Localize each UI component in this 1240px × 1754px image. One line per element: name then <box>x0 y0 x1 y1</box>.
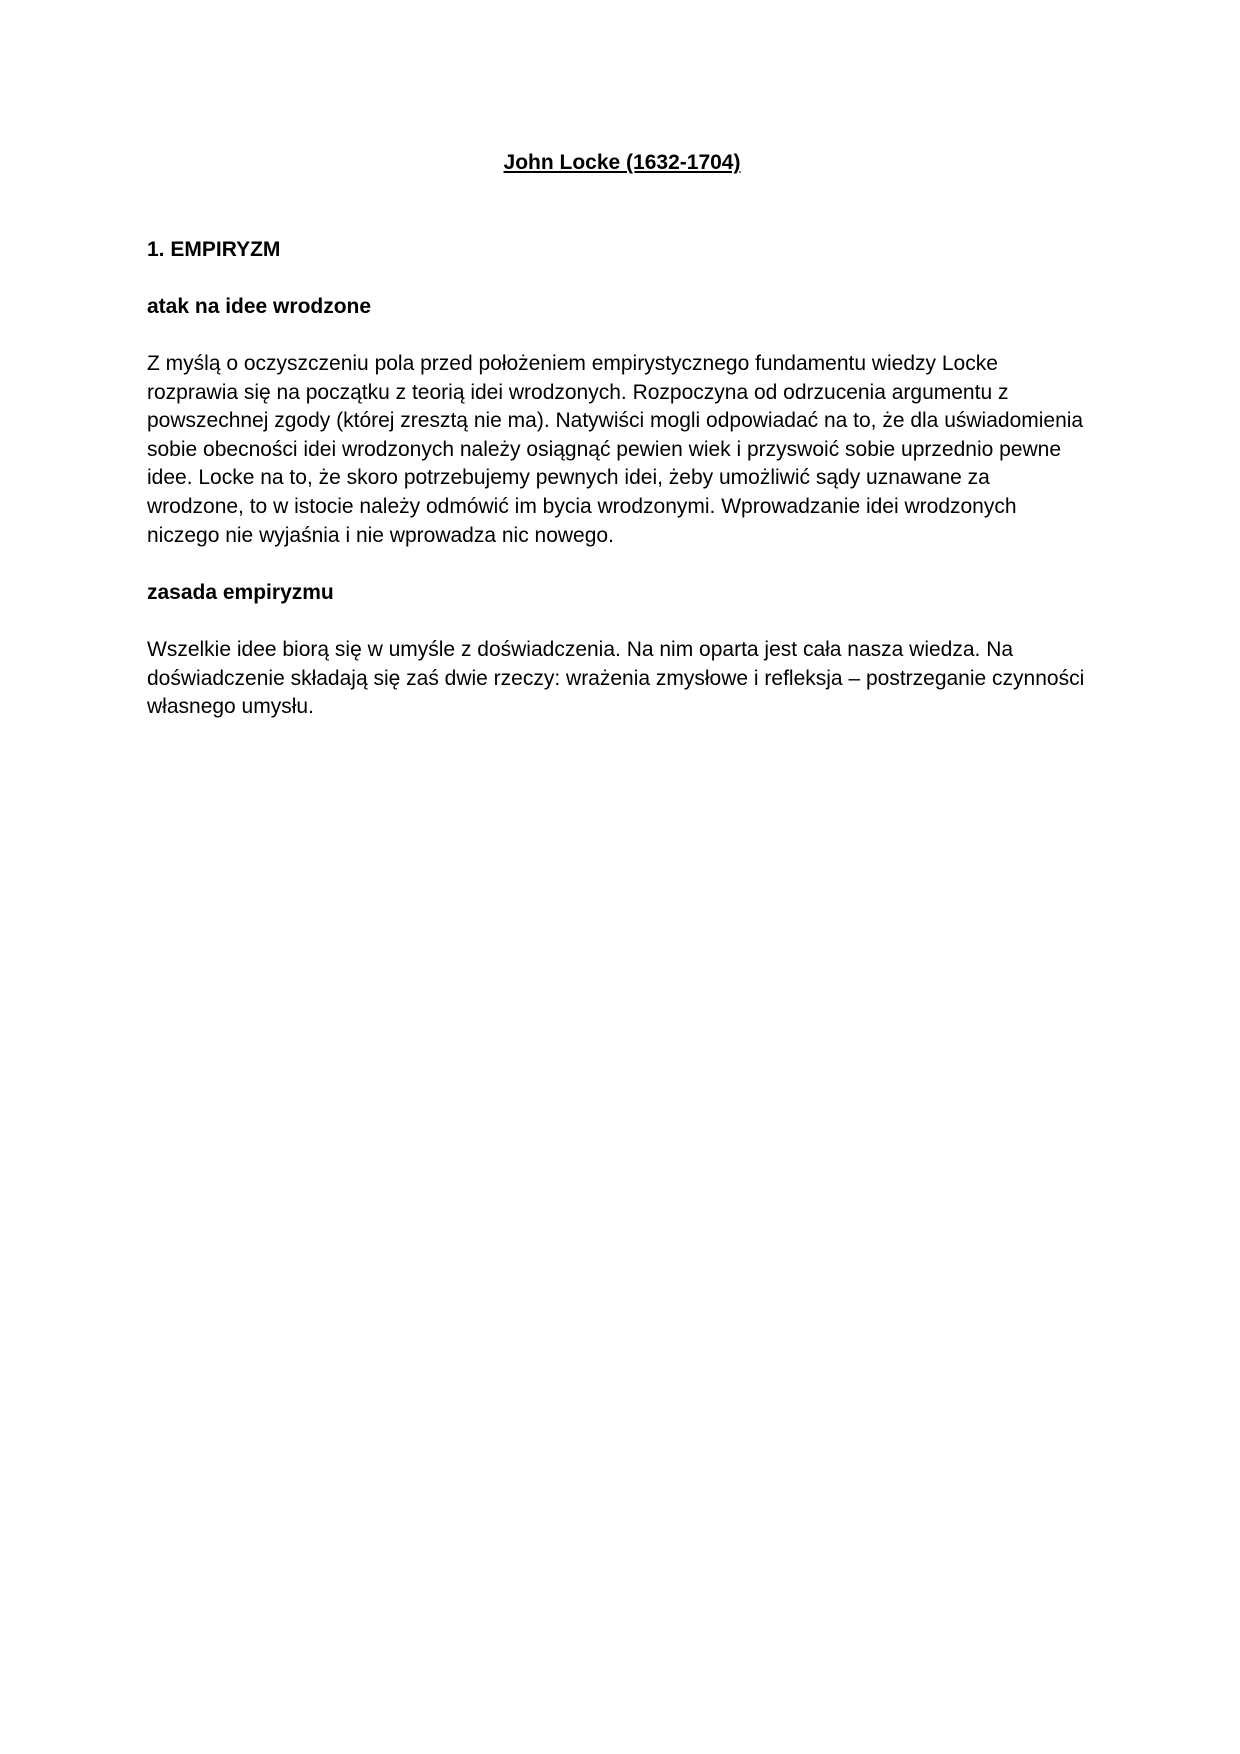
subsection-heading-empiricism-principle: zasada empiryzmu <box>147 581 334 604</box>
document-title: John Locke (1632-1704) <box>503 151 741 174</box>
paragraph-innate-ideas: Z myślą o oczyszczeniu pola przed położeniem empirystycznego fundamentu wiedzy Locke rozprawia się na początku z teorią idei wrodzonych. Rozpoczyna od odrzucenia argumentu z powszechnej zgody (której zresztą nie ma). Natywiści mogli odpowiadać na to, że dla uświadomienia sobie obecności idei wrodzonych należy osiągnąć pewien wiek i przyswoić sobie uprzednio pewne idee. Locke na to, że skoro potrzebujemy pewnych idei, żeby umożliwić sądy uznawane za wrodzone, to w istocie należy odmówić im bycia wrodzonymi. Wprowadzanie idei wrodzonych niczego nie wyjaśnia i nie wprowadza nic nowego. <box>147 352 1084 547</box>
section-heading: 1. EMPIRYZM <box>147 238 281 261</box>
paragraph-empiricism-principle: Wszelkie idee biorą się w umyśle z doświadczenia. Na nim oparta jest cała nasza wiedza. Na doświadczenie składają się zaś dwie rzeczy: wrażenia zmysłowe i refleksja – postrzeganie czynności własnego umysłu. <box>147 638 1085 719</box>
subsection-heading-innate-ideas: atak na idee wrodzone <box>147 295 372 318</box>
